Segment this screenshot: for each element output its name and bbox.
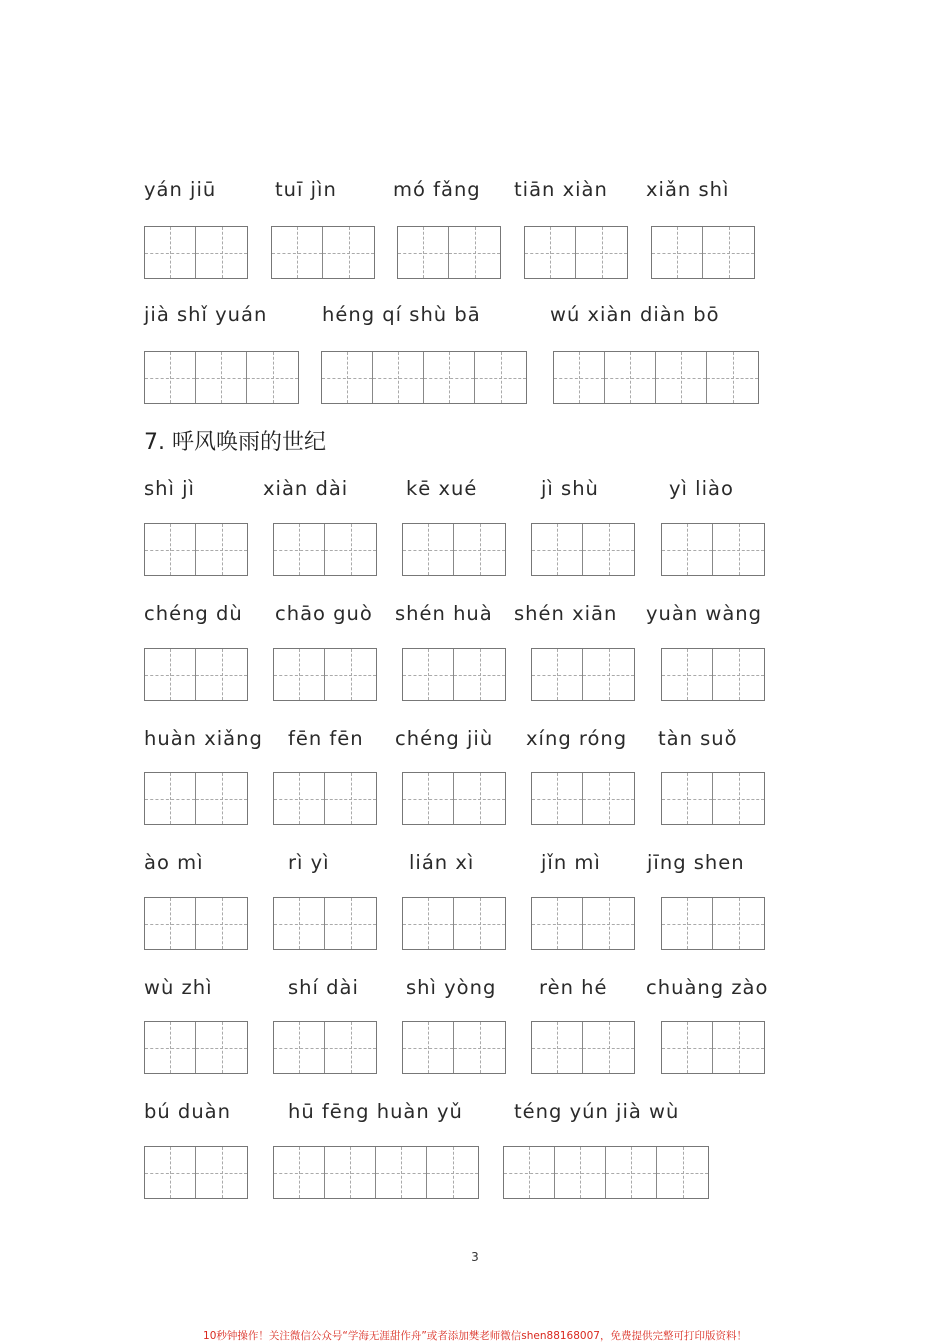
tianzige-cell[interactable] [274, 649, 325, 700]
tianzige-cell[interactable] [196, 773, 247, 824]
pinyin-prompt: wù zhì [144, 976, 213, 999]
tianzige-cell[interactable] [532, 1022, 583, 1073]
tianzige-cell[interactable] [454, 524, 505, 575]
tianzige-cell[interactable] [713, 524, 764, 575]
writing-grid[interactable] [661, 523, 765, 576]
writing-grid[interactable] [402, 1021, 506, 1074]
footer-note: 10秒钟操作！关注微信公众号“学海无涯甜作舟”或者添加樊老师微信shen88168007，免费提供完整可打印版资料！ [203, 1330, 747, 1342]
pinyin-prompt: jì shù [541, 477, 599, 500]
lesson-heading: 7. 呼风唤雨的世纪 [144, 430, 326, 455]
tianzige-cell[interactable] [145, 898, 196, 949]
tianzige-cell[interactable] [403, 649, 454, 700]
pinyin-prompt: rèn hé [539, 976, 608, 999]
tianzige-cell[interactable] [555, 1147, 606, 1198]
tianzige-cell[interactable] [583, 898, 634, 949]
writing-grid[interactable] [273, 648, 377, 701]
pinyin-prompt: jǐn mì [541, 851, 601, 874]
tianzige-cell[interactable] [662, 649, 713, 700]
tianzige-cell[interactable] [454, 898, 505, 949]
tianzige-cell[interactable] [274, 524, 325, 575]
tianzige-cell[interactable] [554, 352, 605, 403]
pinyin-prompt: shí dài [288, 976, 359, 999]
writing-grid[interactable] [144, 1146, 248, 1199]
writing-grid[interactable] [144, 648, 248, 701]
pinyin-prompt: hū fēng huàn yǔ [288, 1100, 463, 1123]
writing-grid[interactable] [661, 648, 765, 701]
writing-grid[interactable] [531, 523, 635, 576]
pinyin-prompt: jià shǐ yuán [144, 303, 268, 326]
pinyin-prompt: shén huà [395, 602, 493, 625]
tianzige-cell[interactable] [454, 649, 505, 700]
tianzige-cell[interactable] [713, 773, 764, 824]
pinyin-prompt: xíng róng [526, 727, 628, 750]
tianzige-cell[interactable] [403, 773, 454, 824]
tianzige-cell[interactable] [196, 898, 247, 949]
writing-grid[interactable] [144, 772, 248, 825]
writing-grid[interactable] [531, 1021, 635, 1074]
tianzige-cell[interactable] [583, 773, 634, 824]
tianzige-cell[interactable] [325, 1147, 376, 1198]
pinyin-prompt: lián xì [409, 851, 475, 874]
writing-grid[interactable] [144, 226, 248, 279]
tianzige-cell[interactable] [323, 227, 374, 278]
tianzige-cell[interactable] [272, 227, 323, 278]
writing-grid[interactable] [651, 226, 755, 279]
tianzige-cell[interactable] [145, 352, 196, 403]
pinyin-prompt: rì yì [288, 851, 330, 874]
tianzige-cell[interactable] [145, 649, 196, 700]
writing-grid[interactable] [524, 226, 628, 279]
tianzige-cell[interactable] [424, 352, 475, 403]
tianzige-cell[interactable] [145, 1022, 196, 1073]
pinyin-prompt: huàn xiǎng [144, 727, 263, 750]
pinyin-prompt: yì liào [669, 477, 734, 500]
tianzige-cell[interactable] [322, 352, 373, 403]
pinyin-prompt: héng qí shù bā [322, 303, 481, 326]
pinyin-prompt: shì jì [144, 477, 195, 500]
tianzige-cell[interactable] [403, 898, 454, 949]
tianzige-cell[interactable] [532, 524, 583, 575]
pinyin-prompt: xiǎn shì [646, 178, 730, 201]
writing-grid[interactable] [553, 351, 759, 404]
writing-grid[interactable] [531, 772, 635, 825]
writing-grid[interactable] [402, 523, 506, 576]
writing-grid[interactable] [144, 523, 248, 576]
tianzige-cell[interactable] [196, 352, 247, 403]
tianzige-cell[interactable] [274, 1147, 325, 1198]
tianzige-cell[interactable] [145, 227, 196, 278]
tianzige-cell[interactable] [196, 649, 247, 700]
tianzige-cell[interactable] [532, 773, 583, 824]
tianzige-cell[interactable] [427, 1147, 478, 1198]
tianzige-cell[interactable] [274, 898, 325, 949]
writing-grid[interactable] [397, 226, 501, 279]
tianzige-cell[interactable] [454, 1022, 505, 1073]
tianzige-cell[interactable] [525, 227, 576, 278]
tianzige-cell[interactable] [532, 649, 583, 700]
pinyin-prompt: chéng dù [144, 602, 243, 625]
tianzige-cell[interactable] [662, 773, 713, 824]
tianzige-cell[interactable] [274, 773, 325, 824]
pinyin-prompt: xiàn dài [263, 477, 349, 500]
writing-grid[interactable] [503, 1146, 709, 1199]
tianzige-cell[interactable] [662, 898, 713, 949]
writing-grid[interactable] [144, 351, 299, 404]
tianzige-cell[interactable] [274, 1022, 325, 1073]
tianzige-cell[interactable] [657, 1147, 708, 1198]
pinyin-prompt: shén xiān [514, 602, 618, 625]
pinyin-prompt: yán jiū [144, 178, 217, 201]
tianzige-cell[interactable] [403, 524, 454, 575]
tianzige-cell[interactable] [576, 227, 627, 278]
pinyin-prompt: tàn suǒ [658, 727, 738, 750]
pinyin-prompt: tuī jìn [275, 178, 337, 201]
tianzige-cell[interactable] [656, 352, 707, 403]
tianzige-cell[interactable] [145, 524, 196, 575]
writing-grid[interactable] [321, 351, 527, 404]
tianzige-cell[interactable] [713, 898, 764, 949]
tianzige-cell[interactable] [325, 773, 376, 824]
writing-grid[interactable] [661, 772, 765, 825]
pinyin-prompt: fēn fēn [288, 727, 364, 750]
writing-grid[interactable] [144, 897, 248, 950]
tianzige-cell[interactable] [605, 352, 656, 403]
writing-grid[interactable] [273, 523, 377, 576]
tianzige-cell[interactable] [449, 227, 500, 278]
pinyin-prompt: wú xiàn diàn bō [550, 303, 720, 326]
tianzige-cell[interactable] [652, 227, 703, 278]
tianzige-cell[interactable] [376, 1147, 427, 1198]
writing-grid[interactable] [273, 1146, 479, 1199]
tianzige-cell[interactable] [196, 1147, 247, 1198]
writing-grid[interactable] [402, 897, 506, 950]
writing-grid[interactable] [273, 1021, 377, 1074]
pinyin-prompt: chāo guò [275, 602, 373, 625]
tianzige-cell[interactable] [145, 1147, 196, 1198]
tianzige-cell[interactable] [583, 524, 634, 575]
pinyin-prompt: tiān xiàn [514, 178, 608, 201]
page-number: 3 [471, 1250, 479, 1264]
tianzige-cell[interactable] [325, 524, 376, 575]
tianzige-cell[interactable] [398, 227, 449, 278]
pinyin-prompt: kē xué [406, 477, 478, 500]
tianzige-cell[interactable] [606, 1147, 657, 1198]
tianzige-cell[interactable] [325, 649, 376, 700]
tianzige-cell[interactable] [504, 1147, 555, 1198]
writing-grid[interactable] [402, 648, 506, 701]
pinyin-prompt: ào mì [144, 851, 204, 874]
pinyin-prompt: chuàng zào [646, 976, 769, 999]
tianzige-cell[interactable] [707, 352, 758, 403]
writing-grid[interactable] [661, 1021, 765, 1074]
tianzige-cell[interactable] [454, 773, 505, 824]
tianzige-cell[interactable] [583, 649, 634, 700]
writing-grid[interactable] [531, 648, 635, 701]
writing-grid[interactable] [402, 772, 506, 825]
tianzige-cell[interactable] [325, 1022, 376, 1073]
writing-grid[interactable] [271, 226, 375, 279]
writing-grid[interactable] [661, 897, 765, 950]
pinyin-prompt: yuàn wàng [646, 602, 763, 625]
writing-grid[interactable] [144, 1021, 248, 1074]
tianzige-cell[interactable] [196, 1022, 247, 1073]
tianzige-cell[interactable] [475, 352, 526, 403]
tianzige-cell[interactable] [532, 898, 583, 949]
pinyin-prompt: bú duàn [144, 1100, 231, 1123]
pinyin-prompt: shì yòng [406, 976, 497, 999]
tianzige-cell[interactable] [373, 352, 424, 403]
writing-grid[interactable] [531, 897, 635, 950]
tianzige-cell[interactable] [662, 524, 713, 575]
pinyin-prompt: téng yún jià wù [514, 1100, 680, 1123]
tianzige-cell[interactable] [247, 352, 298, 403]
tianzige-cell[interactable] [583, 1022, 634, 1073]
tianzige-cell[interactable] [703, 227, 754, 278]
tianzige-cell[interactable] [713, 1022, 764, 1073]
pinyin-prompt: mó fǎng [393, 178, 481, 201]
writing-grid[interactable] [273, 772, 377, 825]
pinyin-prompt: chéng jiù [395, 727, 494, 750]
tianzige-cell[interactable] [325, 898, 376, 949]
writing-grid[interactable] [273, 897, 377, 950]
pinyin-prompt: jīng shen [647, 851, 745, 874]
tianzige-cell[interactable] [403, 1022, 454, 1073]
tianzige-cell[interactable] [713, 649, 764, 700]
tianzige-cell[interactable] [196, 524, 247, 575]
tianzige-cell[interactable] [662, 1022, 713, 1073]
tianzige-cell[interactable] [196, 227, 247, 278]
tianzige-cell[interactable] [145, 773, 196, 824]
